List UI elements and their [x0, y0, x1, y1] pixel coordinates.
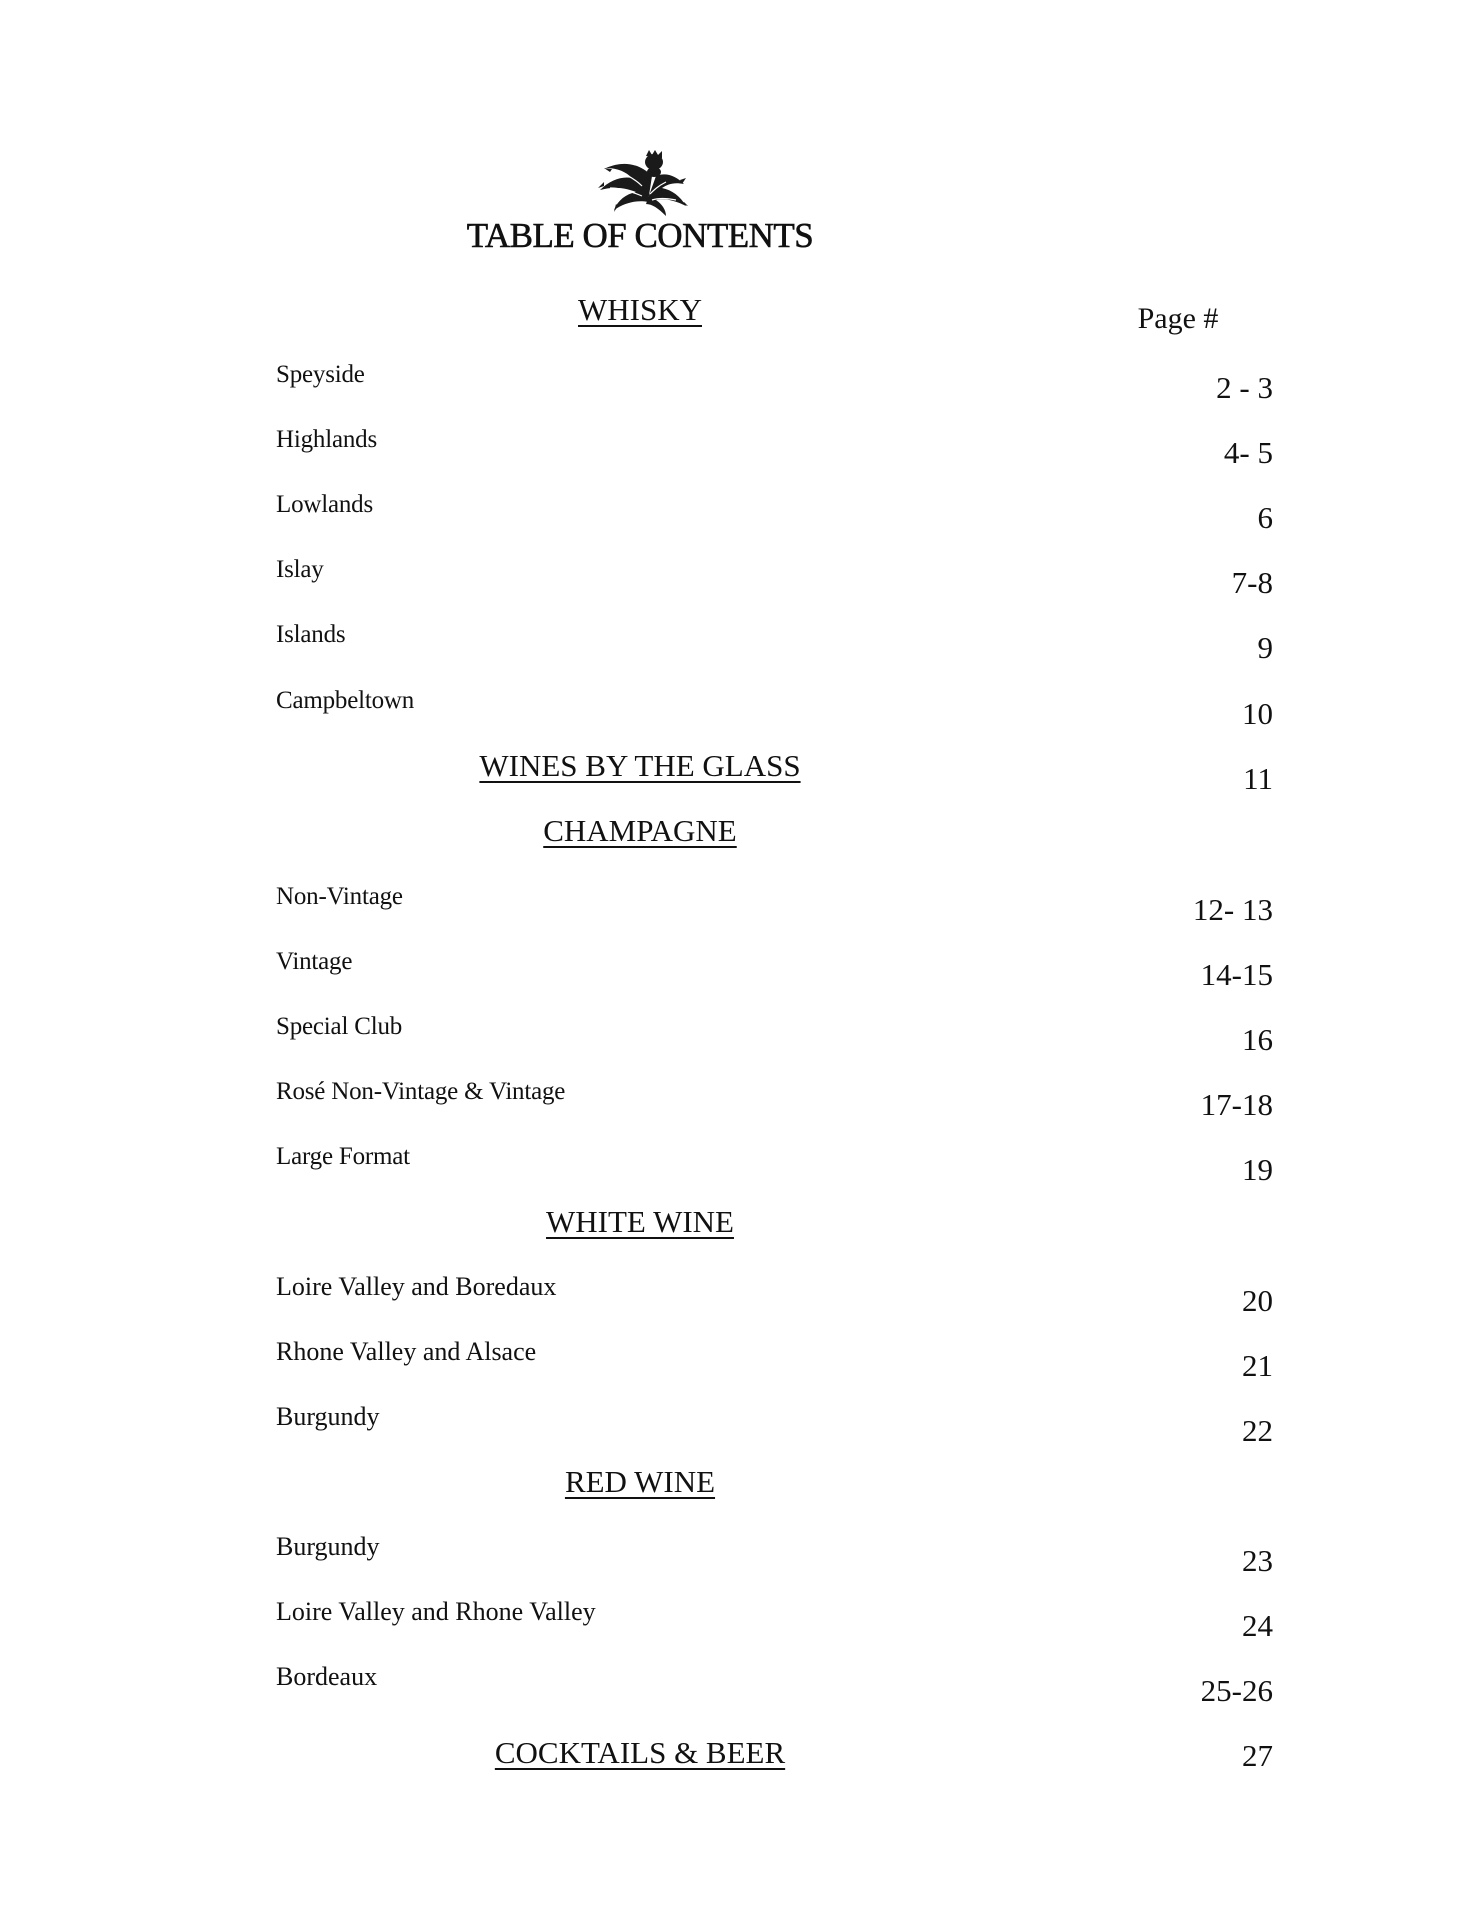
toc-entry-speyside[interactable]: Speyside [276, 361, 365, 388]
section-heading-white-wine[interactable]: WHITE WINE [546, 1204, 734, 1239]
toc-page-speyside: 2 - 3 [1216, 370, 1273, 405]
toc-page-rose: 17-18 [1200, 1087, 1273, 1122]
section-heading-champagne[interactable]: CHAMPAGNE [543, 813, 737, 848]
toc-page-islands: 9 [1257, 630, 1273, 665]
section-heading-red-wine[interactable]: RED WINE [564, 1464, 716, 1499]
section-heading-cocktails-beer[interactable]: COCKTAILS & BEER [494, 1735, 786, 1770]
toc-entry-loire-bordeaux[interactable]: Loire Valley and Boredaux [276, 1272, 557, 1301]
toc-entry-rhone-alsace[interactable]: Rhone Valley and Alsace [276, 1337, 537, 1366]
toc-entry-rose[interactable]: Rosé Non-Vintage & Vintage [276, 1078, 566, 1105]
toc-entry-lowlands[interactable]: Lowlands [276, 491, 373, 518]
toc-page-islay: 7-8 [1231, 565, 1273, 600]
toc-entry-highlands[interactable]: Highlands [276, 426, 377, 453]
toc-entry-vintage[interactable]: Vintage [276, 948, 353, 975]
toc-page-campbeltown: 10 [1242, 696, 1273, 731]
toc-entry-special-club[interactable]: Special Club [276, 1013, 403, 1040]
toc-entry-loire-rhone[interactable]: Loire Valley and Rhone Valley [276, 1597, 596, 1626]
toc-page-non-vintage: 12- 13 [1192, 892, 1273, 927]
toc-page-bordeaux: 25-26 [1200, 1673, 1273, 1708]
toc-page-wines-by-the-glass: 11 [1243, 761, 1273, 796]
toc-entry-islands[interactable]: Islands [276, 621, 346, 648]
toc-page-cocktails-beer: 27 [1242, 1738, 1273, 1773]
toc-page-special-club: 16 [1242, 1022, 1273, 1057]
toc-page-large-format: 19 [1242, 1152, 1273, 1187]
toc-page-rhone-alsace: 21 [1242, 1348, 1273, 1383]
section-heading-whisky[interactable]: WHISKY [578, 292, 702, 327]
thistle-emblem-icon [596, 150, 688, 218]
toc-page-lowlands: 6 [1257, 500, 1273, 535]
toc-entry-bordeaux[interactable]: Bordeaux [276, 1662, 378, 1691]
toc-page-loire-bordeaux: 20 [1242, 1283, 1273, 1318]
toc-entry-non-vintage[interactable]: Non-Vintage [276, 883, 403, 910]
toc-entry-red-burgundy[interactable]: Burgundy [276, 1532, 380, 1561]
toc-entry-islay[interactable]: Islay [276, 556, 324, 583]
toc-entry-campbeltown[interactable]: Campbeltown [276, 687, 415, 714]
section-heading-wines-by-the-glass[interactable]: WINES BY THE GLASS [479, 748, 801, 783]
toc-page-white-burgundy: 22 [1242, 1413, 1273, 1448]
toc-page-highlands: 4- 5 [1223, 435, 1273, 470]
toc-entry-large-format[interactable]: Large Format [276, 1143, 410, 1170]
page-column-header: Page # [1137, 302, 1219, 335]
toc-page-loire-rhone: 24 [1242, 1608, 1273, 1643]
toc-page-vintage: 14-15 [1200, 957, 1273, 992]
toc-page-red-burgundy: 23 [1242, 1543, 1273, 1578]
toc-entry-white-burgundy[interactable]: Burgundy [276, 1402, 380, 1431]
page-title: TABLE OF CONTENTS [466, 216, 814, 255]
